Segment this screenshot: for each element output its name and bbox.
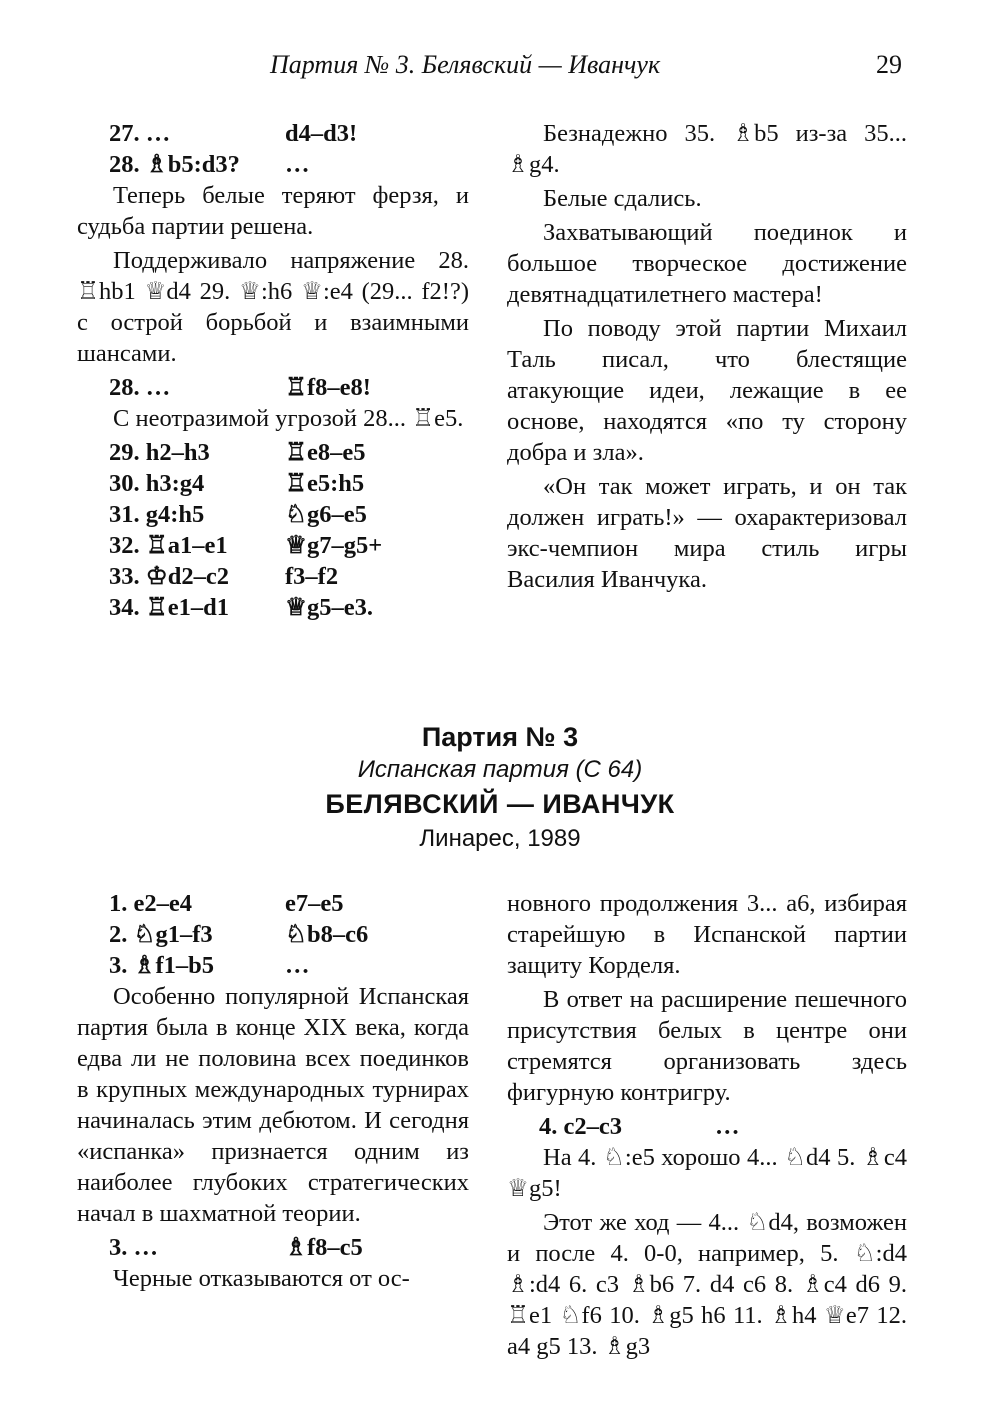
commentary-paragraph: новного продолжения 3... a6, избирая старейшую в Испанской партии защиту Корделя.	[507, 890, 907, 979]
black-move: …	[285, 151, 310, 178]
running-head-title: Партия № 3. Белявский — Иванчук	[270, 50, 661, 79]
white-move: 28. …	[109, 374, 171, 401]
commentary-paragraph: Особенно популярной Испанская партия была в конце XIX века, когда едва ли не половина всех поединков в крупных международных турнирах начиналась этим дебютом. И сегодня «испанка» признается одним из наиболее глубоких стратегических начал в шахматной теории.	[77, 983, 469, 1227]
bottom-left-column	[77, 888, 469, 1297]
black-move: ♕g7–g5+	[285, 532, 383, 559]
black-move: f3–f2	[285, 563, 339, 590]
black-move: ♖f8–e8!	[285, 374, 371, 401]
white-move: 29. h2–h3	[109, 439, 210, 466]
white-move: 27. …	[109, 120, 171, 147]
black-move: ♖e5:h5	[285, 470, 365, 497]
black-move: ♗f8–c5	[285, 1234, 363, 1261]
move-row	[77, 561, 469, 592]
white-move: 30. h3:g4	[109, 470, 205, 497]
move-row-28	[77, 149, 469, 180]
commentary-paragraph: По поводу этой партии Михаил Таль писал, что блестящие атакующие идеи, лежащие в ее основе, находятся «по ту сторону добра и зла».	[507, 315, 907, 466]
opening-name: Испанская партия (С 64)	[357, 756, 643, 783]
top-right-column	[507, 118, 907, 598]
bottom-right-column	[507, 888, 907, 1365]
black-move: ♕g5–e3.	[285, 594, 373, 621]
top-left-column	[77, 118, 469, 623]
commentary-paragraph: Теперь белые теряют ферзя, и судьба партии решена.	[77, 182, 469, 240]
white-move: 33. ♔d2–c2	[109, 563, 229, 590]
commentary-paragraph: В ответ на расширение пешечного присутствия белых в центре они стремятся организовать здесь фигурную контригру.	[507, 986, 907, 1106]
commentary-paragraph: Этот же ход — 4... ♘d4, возможен и после 4. 0-0, например, 5. ♘:d4 ♗:d4 6. c3 ♗b6 7. d4 c6 8. ♗c4 d6 9. ♖e1 ♘f6 10. ♗g5 h6 11. ♗h4 ♕e7 12. a4 g5 13. ♗g3	[507, 1209, 907, 1360]
move-row	[77, 592, 469, 623]
move-row	[77, 888, 469, 919]
move-row-4	[507, 1111, 907, 1142]
players: БЕЛЯВСКИЙ — ИВАНЧУК	[325, 789, 675, 819]
white-move: 32. ♖a1–e1	[109, 532, 228, 559]
move-row-27	[77, 118, 469, 149]
black-move: …	[285, 952, 310, 979]
black-move: …	[715, 1113, 740, 1140]
move-row-3-black	[77, 1232, 469, 1263]
commentary-paragraph: Безнадежно 35. ♗b5 из-за 35... ♗g4.	[507, 120, 907, 178]
black-move: d4–d3!	[285, 120, 358, 147]
white-move: 28. ♗b5:d3?	[109, 151, 240, 178]
move-row	[77, 530, 469, 561]
black-move: ♖e8–e5	[285, 439, 366, 466]
move-row	[77, 468, 469, 499]
commentary-paragraph: Захватывающий поединок и большое творческое достижение девятнадцатилетнего мастера!	[507, 219, 907, 308]
white-move: 3. ♗f1–b5	[109, 952, 214, 979]
black-move: ♘g6–e5	[285, 501, 367, 528]
game-number: Партия № 3	[421, 722, 579, 752]
white-move: 2. ♘g1–f3	[109, 921, 213, 948]
move-row	[77, 499, 469, 530]
page-number: 29	[876, 50, 902, 79]
white-move: 34. ♖e1–d1	[109, 594, 229, 621]
game-header	[0, 720, 1000, 856]
commentary-paragraph: Черные отказываются от ос-	[113, 1265, 410, 1292]
black-move: ♘b8–c6	[285, 921, 369, 948]
white-move: 3. …	[109, 1234, 158, 1261]
commentary-paragraph: Поддерживало напряжение 28. ♖hb1 ♕d4 29. ♕:h6 ♕:e4 (29... f2!?) с острой борьбой и взаимными шансами.	[77, 247, 469, 367]
white-move: 4. c2–c3	[539, 1113, 622, 1140]
move-row	[77, 919, 469, 950]
white-move: 1. e2–e4	[109, 890, 192, 917]
commentary-paragraph: С неотразимой угрозой 28... ♖e5.	[113, 405, 464, 432]
commentary-paragraph: «Он так может играть, и он так должен играть!» — охарактеризовал экс-чемпион мира стиль игры Василия Иванчука.	[507, 473, 907, 593]
commentary-paragraph: На 4. ♘:e5 хорошо 4... ♘d4 5. ♗c4 ♕g5!	[507, 1144, 907, 1202]
move-row	[77, 437, 469, 468]
venue-year: Линарес, 1989	[419, 825, 581, 852]
move-row	[77, 950, 469, 981]
running-head	[0, 50, 1000, 80]
white-move: 31. g4:h5	[109, 501, 205, 528]
move-row-28-black	[77, 372, 469, 403]
black-move: e7–e5	[285, 890, 344, 917]
commentary-paragraph: Белые сдались.	[543, 185, 702, 212]
